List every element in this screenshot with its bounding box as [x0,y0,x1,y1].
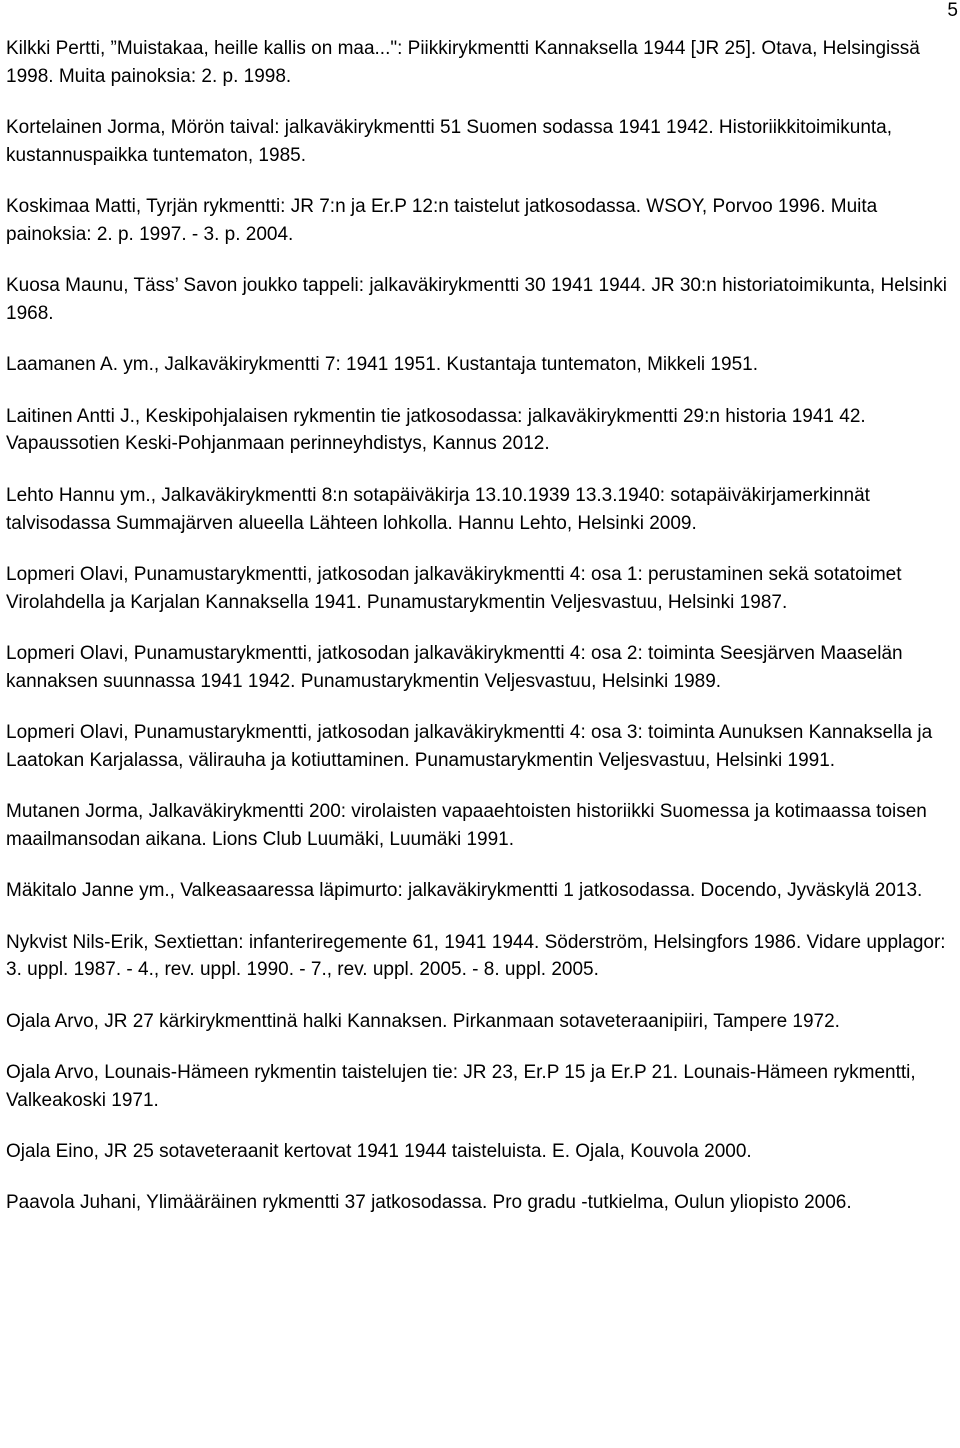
bibliography-entry: Koskimaa Matti, Tyrjän rykmentti: JR 7:n ja Er.P 12:n taistelut jatkosodassa. WSOY, Porvoo 1996. Muita painoksia: 2. p. 1997. - 3. p. 2004. [6,196,878,245]
bibliography-entry: Lopmeri Olavi, Punamustarykmentti, jatkosodan jalkaväkirykmentti 4: osa 2: toiminta Seesjärven Maaselän kannaksen suunnassa 1941 1942. Punamustarykmentin Veljesvastuu, Helsinki 1989. [6,642,903,692]
bibliography-entry: Kuosa Maunu, Täss’ Savon joukko tappeli: jalkaväkirykmentti 30 1941 1944. JR 30:n historiatoimikunta, Helsinki 1968. [6,275,948,325]
bibliography-entry: Kilkki Pertti, ”Muistakaa, heille kallis on maa...": Piikkirykmentti Kannaksella 1944 [JR 25]. Otava, Helsingissä 1998. Muita painoksia: 2. p. 1998. [6,38,920,87]
bibliography-entry: Mäkitalo Janne ym., Valkeasaaressa läpimurto: jalkaväkirykmentti 1 jatkosodassa. Docendo, Jyväskylä 2013. [6,880,923,902]
bibliography-list [6,35,956,1241]
bibliography-entry: Nykvist Nils-Erik, Sextiettan: infanteriregemente 61, 1941 1944. Söderström, Helsingfors 1986. Vidare upplagor: 3. uppl. 1987. - 4., rev. uppl. 1990. - 7., rev. uppl. 2005. - 8. uppl. 2005. [6,931,946,981]
bibliography-entry: Lopmeri Olavi, Punamustarykmentti, jatkosodan jalkaväkirykmentti 4: osa 3: toiminta Aunuksen Kannaksella ja Laatokan Karjalassa, välirauha ja kotiuttaminen. Punamustarykmentin Veljesvastuu, Helsinki 1991. [6,722,933,771]
page-number: 5 [947,0,958,21]
bibliography-entry: Ojala Eino, JR 25 sotaveteraanit kertovat 1941 1944 taisteluista. E. Ojala, Kouvola 2000. [6,1141,752,1163]
bibliography-entry: Paavola Juhani, Ylimääräinen rykmentti 37 jatkosodassa. Pro gradu -tutkielma, Oulun yliopisto 2006. [6,1192,852,1214]
bibliography-entry: Ojala Arvo, JR 27 kärkirykmenttinä halki Kannaksen. Pirkanmaan sotaveteraanipiiri, Tampere 1972. [6,1010,840,1032]
bibliography-entry: Lehto Hannu ym., Jalkaväkirykmentti 8:n sotapäiväkirja 13.10.1939 13.3.1940: sotapäiväkirjamerkinnät talvisodassa Summajärven alueella Lähteen lohkolla. Hannu Lehto, Helsinki 2009. [6,484,870,534]
bibliography-entry: Kortelainen Jorma, Mörön taival: jalkaväkirykmentti 51 Suomen sodassa 1941 1942. Historiikkitoimikunta, kustannuspaikka tuntematon, 1985. [6,117,893,166]
bibliography-entry: Ojala Arvo, Lounais-Hämeen rykmentin taistelujen tie: JR 23, Er.P 15 ja Er.P 21. Lounais-Hämeen rykmentti, Valkeakoski 1971. [6,1061,916,1111]
bibliography-entry: Mutanen Jorma, Jalkaväkirykmentti 200: virolaisten vapaaehtoisten historiikki Suomessa ja kotimaassa toisen maailmansodan aikana. Lions Club Luumäki, Luumäki 1991. [6,801,927,850]
bibliography-entry: Lopmeri Olavi, Punamustarykmentti, jatkosodan jalkaväkirykmentti 4: osa 1: perustaminen sekä sotatoimet Virolahdella ja Karjalan Kannaksella 1941. Punamustarykmentin Veljesvastuu, Helsinki 1987. [6,563,902,613]
bibliography-entry: Laamanen A. ym., Jalkaväkirykmentti 7: 1941 1951. Kustantaja tuntematon, Mikkeli 1951. [6,354,758,376]
bibliography-entry: Laitinen Antti J., Keskipohjalaisen rykmentin tie jatkosodassa: jalkaväkirykmentti 29:n historia 1941 42. Vapaussotien Keski-Pohjanmaan perinneyhdistys, Kannus 2012. [6,405,866,455]
